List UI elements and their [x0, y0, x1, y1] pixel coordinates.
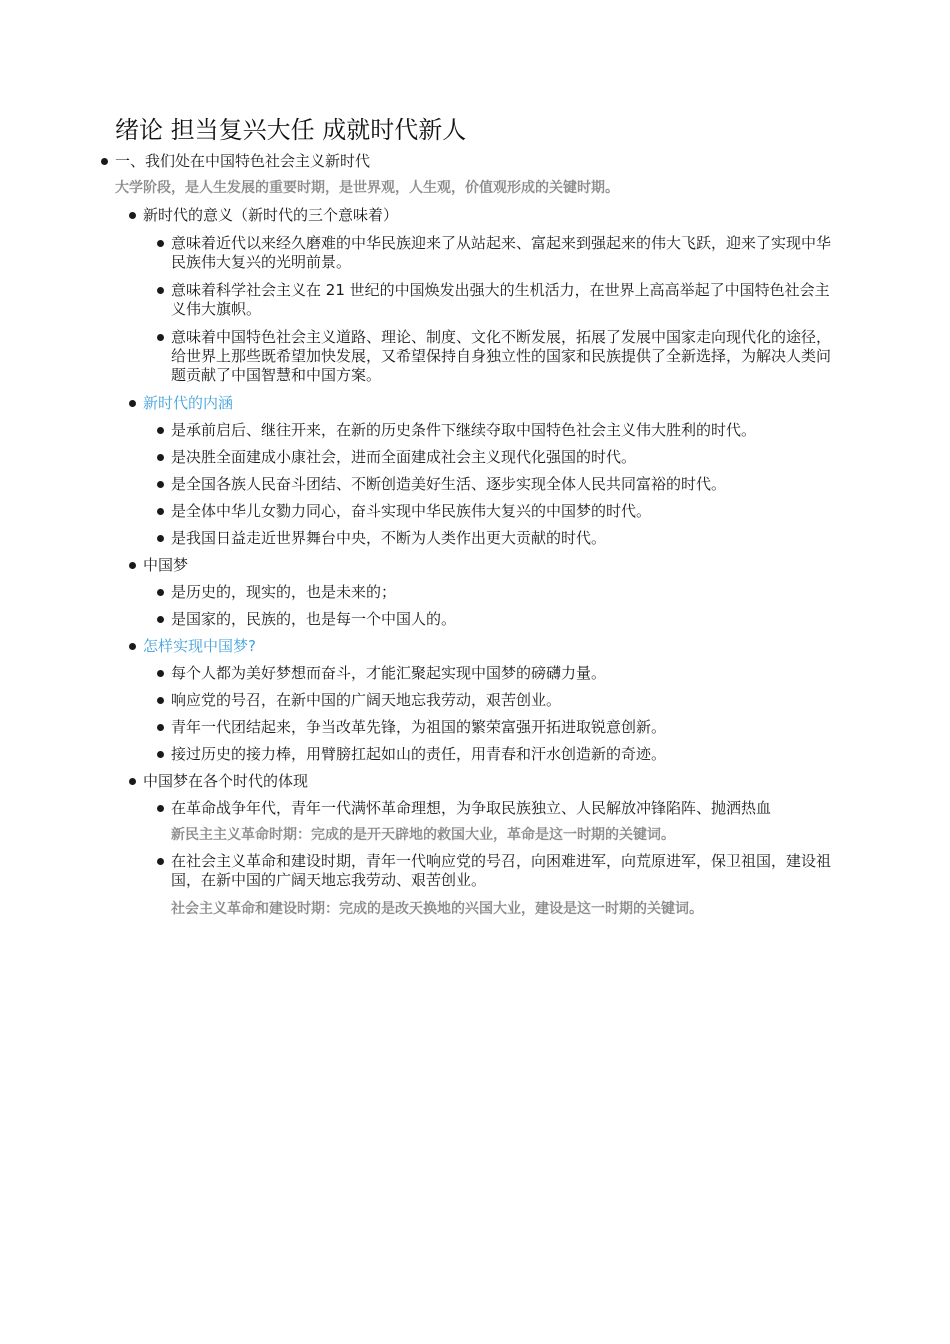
bullet-icon: [157, 724, 164, 731]
connotation-item: 是我国日益走近世界舞台中央，不断为人类作出更大贡献的时代。: [171, 529, 607, 547]
bullet-icon: [157, 240, 164, 247]
bullet-icon: [157, 287, 164, 294]
dream-item: 是国家的，民族的，也是每一个中国人的。: [171, 610, 457, 628]
bullet-icon: [157, 805, 164, 812]
bullet-icon: [157, 427, 164, 434]
howto-item: 青年一代团结起来，争当改革先锋，为祖国的繁荣富强开拓进取锐意创新。: [171, 718, 667, 736]
eras-heading: 中国梦在各个时代的体现: [143, 772, 309, 790]
connotation-item: 是决胜全面建成小康社会，进而全面建成社会主义现代化强国的时代。: [171, 448, 637, 466]
bullet-icon: [157, 670, 164, 677]
bullet-icon: [129, 778, 136, 785]
bullet-icon: [157, 334, 164, 341]
eras-item: 在革命战争年代，青年一代满怀革命理想，为争取民族独立、人民解放冲锋陷阵、抛洒热血: [171, 799, 772, 817]
eras-item-note: 新民主主义革命时期：完成的是开天辟地的救国大业，革命是这一时期的关键词。: [171, 827, 675, 843]
document-title: 绪论 担当复兴大任 成就时代新人: [115, 116, 467, 144]
bullet-icon: [101, 158, 108, 165]
bullet-icon: [157, 751, 164, 758]
meaning-item: 意味着科学社会主义在 21 世纪的中国焕发出强大的生机活力，在世界上高高举起了中国特色社会主义伟大旗帜。: [171, 281, 830, 318]
connotation-item: 是全国各族人民奋斗团结、不断创造美好生活、逐步实现全体人民共同富裕的时代。: [171, 475, 727, 493]
bullet-icon: [157, 858, 164, 865]
dream-heading: 中国梦: [143, 556, 189, 574]
eras-item-note: 社会主义革命和建设时期：完成的是改天换地的兴国大业，建设是这一时期的关键词。: [171, 901, 703, 917]
connotation-heading-link[interactable]: 新时代的内涵: [143, 394, 234, 412]
bullet-icon: [129, 400, 136, 407]
section1-heading: 一、我们处在中国特色社会主义新时代: [115, 152, 371, 170]
section1-note: 大学阶段，是人生发展的重要时期，是世界观，人生观，价值观形成的关键时期。: [115, 180, 619, 196]
howto-item: 接过历史的接力棒，用臂膀扛起如山的责任，用青春和汗水创造新的奇迹。: [171, 745, 667, 763]
eras-item: 在社会主义革命和建设时期，青年一代响应党的号召，向困难进军，向荒原进军，保卫祖国，建设祖国，在新中国的广阔天地忘我劳动、艰苦创业。: [171, 852, 832, 889]
meaning-item: 意味着中国特色社会主义道路、理论、制度、文化不断发展，拓展了发展中国家走向现代化的途径，给世界上那些既希望加快发展，又希望保持自身独立性的国家和民族提供了全新选择，为解决人类问题贡献了中国智慧和中国方案。: [171, 328, 832, 384]
bullet-icon: [157, 508, 164, 515]
bullet-icon: [157, 616, 164, 623]
meaning-item: 意味着近代以来经久磨难的中华民族迎来了从站起来、富起来到强起来的伟大飞跃，迎来了实现中华民族伟大复兴的光明前景。: [171, 234, 832, 271]
bullet-icon: [129, 643, 136, 650]
howto-item: 每个人都为美好梦想而奋斗，才能汇聚起实现中国梦的磅礴力量。: [171, 664, 607, 682]
bullet-icon: [157, 535, 164, 542]
howto-item: 响应党的号召，在新中国的广阔天地忘我劳动，艰苦创业。: [171, 691, 562, 709]
bullet-icon: [129, 212, 136, 219]
bullet-icon: [129, 562, 136, 569]
meaning-heading: 新时代的意义（新时代的三个意味着）: [143, 206, 399, 224]
connotation-item: 是承前启后、继往开来，在新的历史条件下继续夺取中国特色社会主义伟大胜利的时代。: [171, 421, 757, 439]
bullet-icon: [157, 697, 164, 704]
dream-item: 是历史的，现实的，也是未来的；: [171, 583, 397, 601]
bullet-icon: [157, 589, 164, 596]
connotation-item: 是全体中华儿女勠力同心，奋斗实现中华民族伟大复兴的中国梦的时代。: [171, 502, 652, 520]
bullet-icon: [157, 454, 164, 461]
bullet-icon: [157, 481, 164, 488]
howto-heading-link[interactable]: 怎样实现中国梦?: [143, 637, 256, 655]
